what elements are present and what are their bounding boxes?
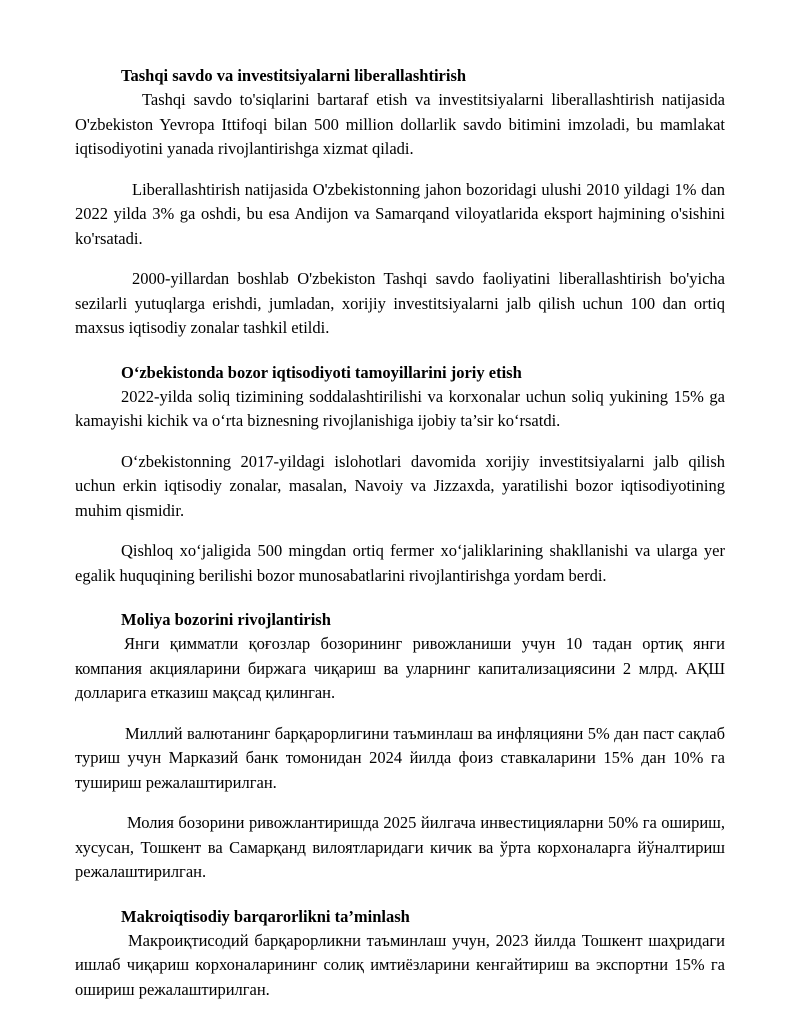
- section-trade-liberalization: [75, 64, 725, 341]
- paragraph: Qishloq xo‘jaligida 500 mingdan ortiq fermer xo‘jaliklarining shakllanishi va ularga yer egalik huquqining berilishi bozor munosabatlarini rivojlantirishga yordam berdi.: [75, 541, 725, 585]
- paragraph: Макроиқтисодий барқарорликни таъминлаш учун, 2023 йилда Тошкент шаҳридаги ишлаб чиқариш корхоналарининг солиқ имтиёзларини кенгайтириш ва экспортни 15% га ошириш режалаштирилган.: [75, 930, 725, 999]
- paragraph: 2000-yillardan boshlab O'zbekiston Tashqi savdo faoliyatini liberallashtirish bo'yicha sezilarli yutuqlarga erishdi, jumladan, xorijiy investitsiyalarni jalb qilish uchun 100 dan ortiq maxsus iqtisodiy zonalar tashkil etildi.: [75, 269, 725, 337]
- paragraph: Tashqi savdo to'siqlarini bartaraf etish va investitsiyalarni liberallashtirish natijasida O'zbekiston Yevropa Ittifoqi bilan 500 million dollarlik savdo bitimini imzoladi, bu mamlakat iqtisodiyotini yanada rivojlantirishga xizmat qiladi.: [75, 90, 725, 158]
- paragraph: O‘zbekistonning 2017-yildagi islohotlari davomida xorijiy investitsiyalarni jalb qilish uchun erkin iqtisodiy zonalar, masalan, Navoiy va Jizzaxda, yaratilishi bozor iqtisodiyotining muhim qismidir.: [75, 451, 725, 520]
- section-macro-stability: [75, 905, 725, 1003]
- section-heading: Makroiqtisodiy barqarorlikni ta’minlash: [121, 906, 410, 926]
- paragraph: Liberallashtirish natijasida O'zbekistonning jahon bozoridagi ulushi 2010 yildagi 1% dan 2022 yilda 3% ga oshdi, bu esa Andijon va Samarqand viloyatlarida eksport hajmining o'sishini ko'rsatadi.: [75, 179, 725, 248]
- paragraph: Янги қимматли қоғозлар бозорининг ривожланиши учун 10 тадан ортиқ янги компания акцияларини биржага чиқариш ва уларнинг капитализациясини 2 млрд. АҚШ долларига етказиш мақсад қилинган.: [75, 634, 725, 702]
- paragraph: Миллий валютанинг барқарорлигини таъминлаш ва инфляцияни 5% дан паст сақлаб туриш учун Марказий банк томонидан 2024 йилда фоиз ставкаларини 15% дан 10% га тушириш режалаштирилган.: [75, 723, 725, 792]
- section-heading: Tashqi savdo va investitsiyalarni liberallashtirish: [121, 66, 467, 85]
- section-heading: O‘zbekistonda bozor iqtisodiyoti tamoyillarini joriy etish: [121, 362, 522, 382]
- section-financial-market: [75, 608, 725, 885]
- paragraph: 2022-yilda soliq tizimining soddalashtirilishi va korxonalar uchun soliq yukining 15% ga kamayishi kichik va o‘rta biznesning rivojlanishiga ijobiy ta’sir ko‘rsatdi.: [75, 386, 725, 430]
- paragraph: Молия бозорини ривожлантиришда 2025 йилгача инвестицияларни 50% га ошириш, хусусан, Тошкент ва Самарқанд вилоятларидаги кичик ва ўрта корхоналарга йўналтириш режалаштирилган.: [75, 813, 725, 881]
- section-market-economy: [75, 361, 725, 589]
- section-heading: Moliya bozorini rivojlantirish: [121, 610, 331, 629]
